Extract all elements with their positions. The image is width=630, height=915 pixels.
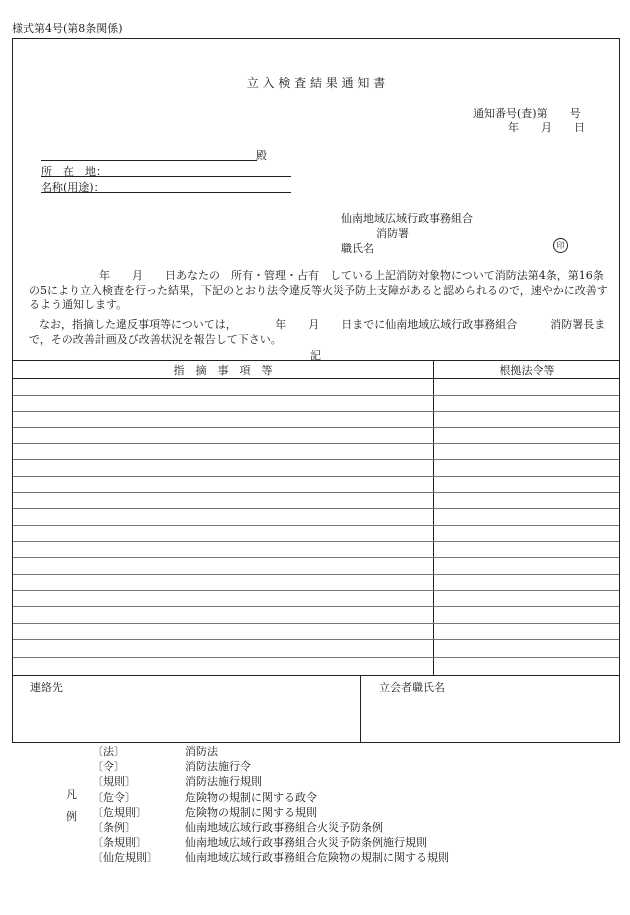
form-frame xyxy=(12,38,620,743)
table-row xyxy=(13,623,619,624)
table-row xyxy=(13,427,619,428)
ki-mark: 記 xyxy=(310,349,321,362)
location-underline xyxy=(41,176,291,177)
legend-label-top: 凡 xyxy=(66,788,77,801)
legend-key: 〔規則〕 xyxy=(92,775,136,789)
table-row xyxy=(13,574,619,575)
table-row xyxy=(13,411,619,412)
notice-number: 通知番号(査)第 号 xyxy=(473,107,581,120)
document-title: 立 入 検 査 結 果 通 知 書 xyxy=(246,76,386,90)
location-label: 所 在 地： xyxy=(41,165,107,178)
legend-key: 〔法〕 xyxy=(92,745,125,758)
legend-key: 〔危規則〕 xyxy=(92,805,147,819)
body-paragraph-1: 年 月 日あなたの 所有・管理・占有 している上記消防対象物について消防法第4条，第16条の5により立入検査を行った結果，下記のとおり法令違反等火災予防上支障があると認められるので，速やかに改善するよう通知します。 xyxy=(29,269,608,311)
table-row xyxy=(13,508,619,509)
issuer-org: 仙南地域広域行政事務組合 xyxy=(341,212,473,225)
legend-value: 仙南地域広域行政事務組合火災予防条例 xyxy=(185,821,383,834)
form-number: 様式第4号(第8条関係) xyxy=(12,22,123,35)
legend-value: 仙南地域広域行政事務組合危険物の規制に関する規則 xyxy=(185,851,449,865)
table-row xyxy=(13,525,619,526)
legend-key: 〔令〕 xyxy=(92,760,125,774)
table-row xyxy=(13,557,619,558)
table-row xyxy=(13,395,619,396)
issuer-title-name: 職氏名 xyxy=(341,242,374,255)
legend-label-bottom: 例 xyxy=(66,810,77,823)
addressee-honorific: 殿 xyxy=(256,149,267,162)
legend-value: 消防法 xyxy=(185,745,218,758)
legend-value: 仙南地域広域行政事務組合火災予防条例施行規則 xyxy=(185,836,427,850)
seal-icon: 印 xyxy=(553,238,568,253)
name-underline xyxy=(41,192,291,193)
table-row xyxy=(13,657,619,658)
name-label: 名称(用途)： xyxy=(41,181,105,194)
table-top-border xyxy=(13,360,619,361)
table-bottom-border xyxy=(13,675,619,676)
legend-key: 〔仙危規則〕 xyxy=(92,851,158,865)
date-line: 年 月 日 xyxy=(508,121,585,134)
contact-label: 連絡先 xyxy=(30,681,63,694)
table-header-border xyxy=(13,378,619,379)
legend-key: 〔条例〕 xyxy=(92,821,136,834)
legend-value: 消防法施行規則 xyxy=(185,775,262,789)
issuer-dept: 消防署 xyxy=(376,227,409,240)
table-row xyxy=(13,606,619,607)
table-row xyxy=(13,459,619,460)
legend-key: 〔危令〕 xyxy=(92,790,136,804)
table-row xyxy=(13,541,619,542)
legend-value: 危険物の規制に関する政令 xyxy=(185,790,317,804)
table-row xyxy=(13,492,619,493)
witness-label: 立会者職氏名 xyxy=(379,681,445,694)
column-header-items: 指 摘 事 項 等 xyxy=(173,364,273,377)
footer-divider xyxy=(360,675,361,743)
legend-key: 〔条規則〕 xyxy=(92,836,147,850)
body-paragraph-2: なお，指摘した違反事項等については， 年 月 日までに仙南地域広域行政事務組合 消防署長まで，その改善計画及び改善状況を報告して下さい。 xyxy=(29,318,606,346)
column-header-law: 根拠法令等 xyxy=(499,364,555,377)
addressee-underline xyxy=(41,160,257,161)
legend-value: 危険物の規制に関する規則 xyxy=(185,805,317,819)
table-column-divider xyxy=(433,360,434,676)
table-row xyxy=(13,476,619,477)
legend-value: 消防法施行令 xyxy=(185,760,251,774)
table-row xyxy=(13,443,619,444)
table-row xyxy=(13,590,619,591)
table-row xyxy=(13,639,619,640)
